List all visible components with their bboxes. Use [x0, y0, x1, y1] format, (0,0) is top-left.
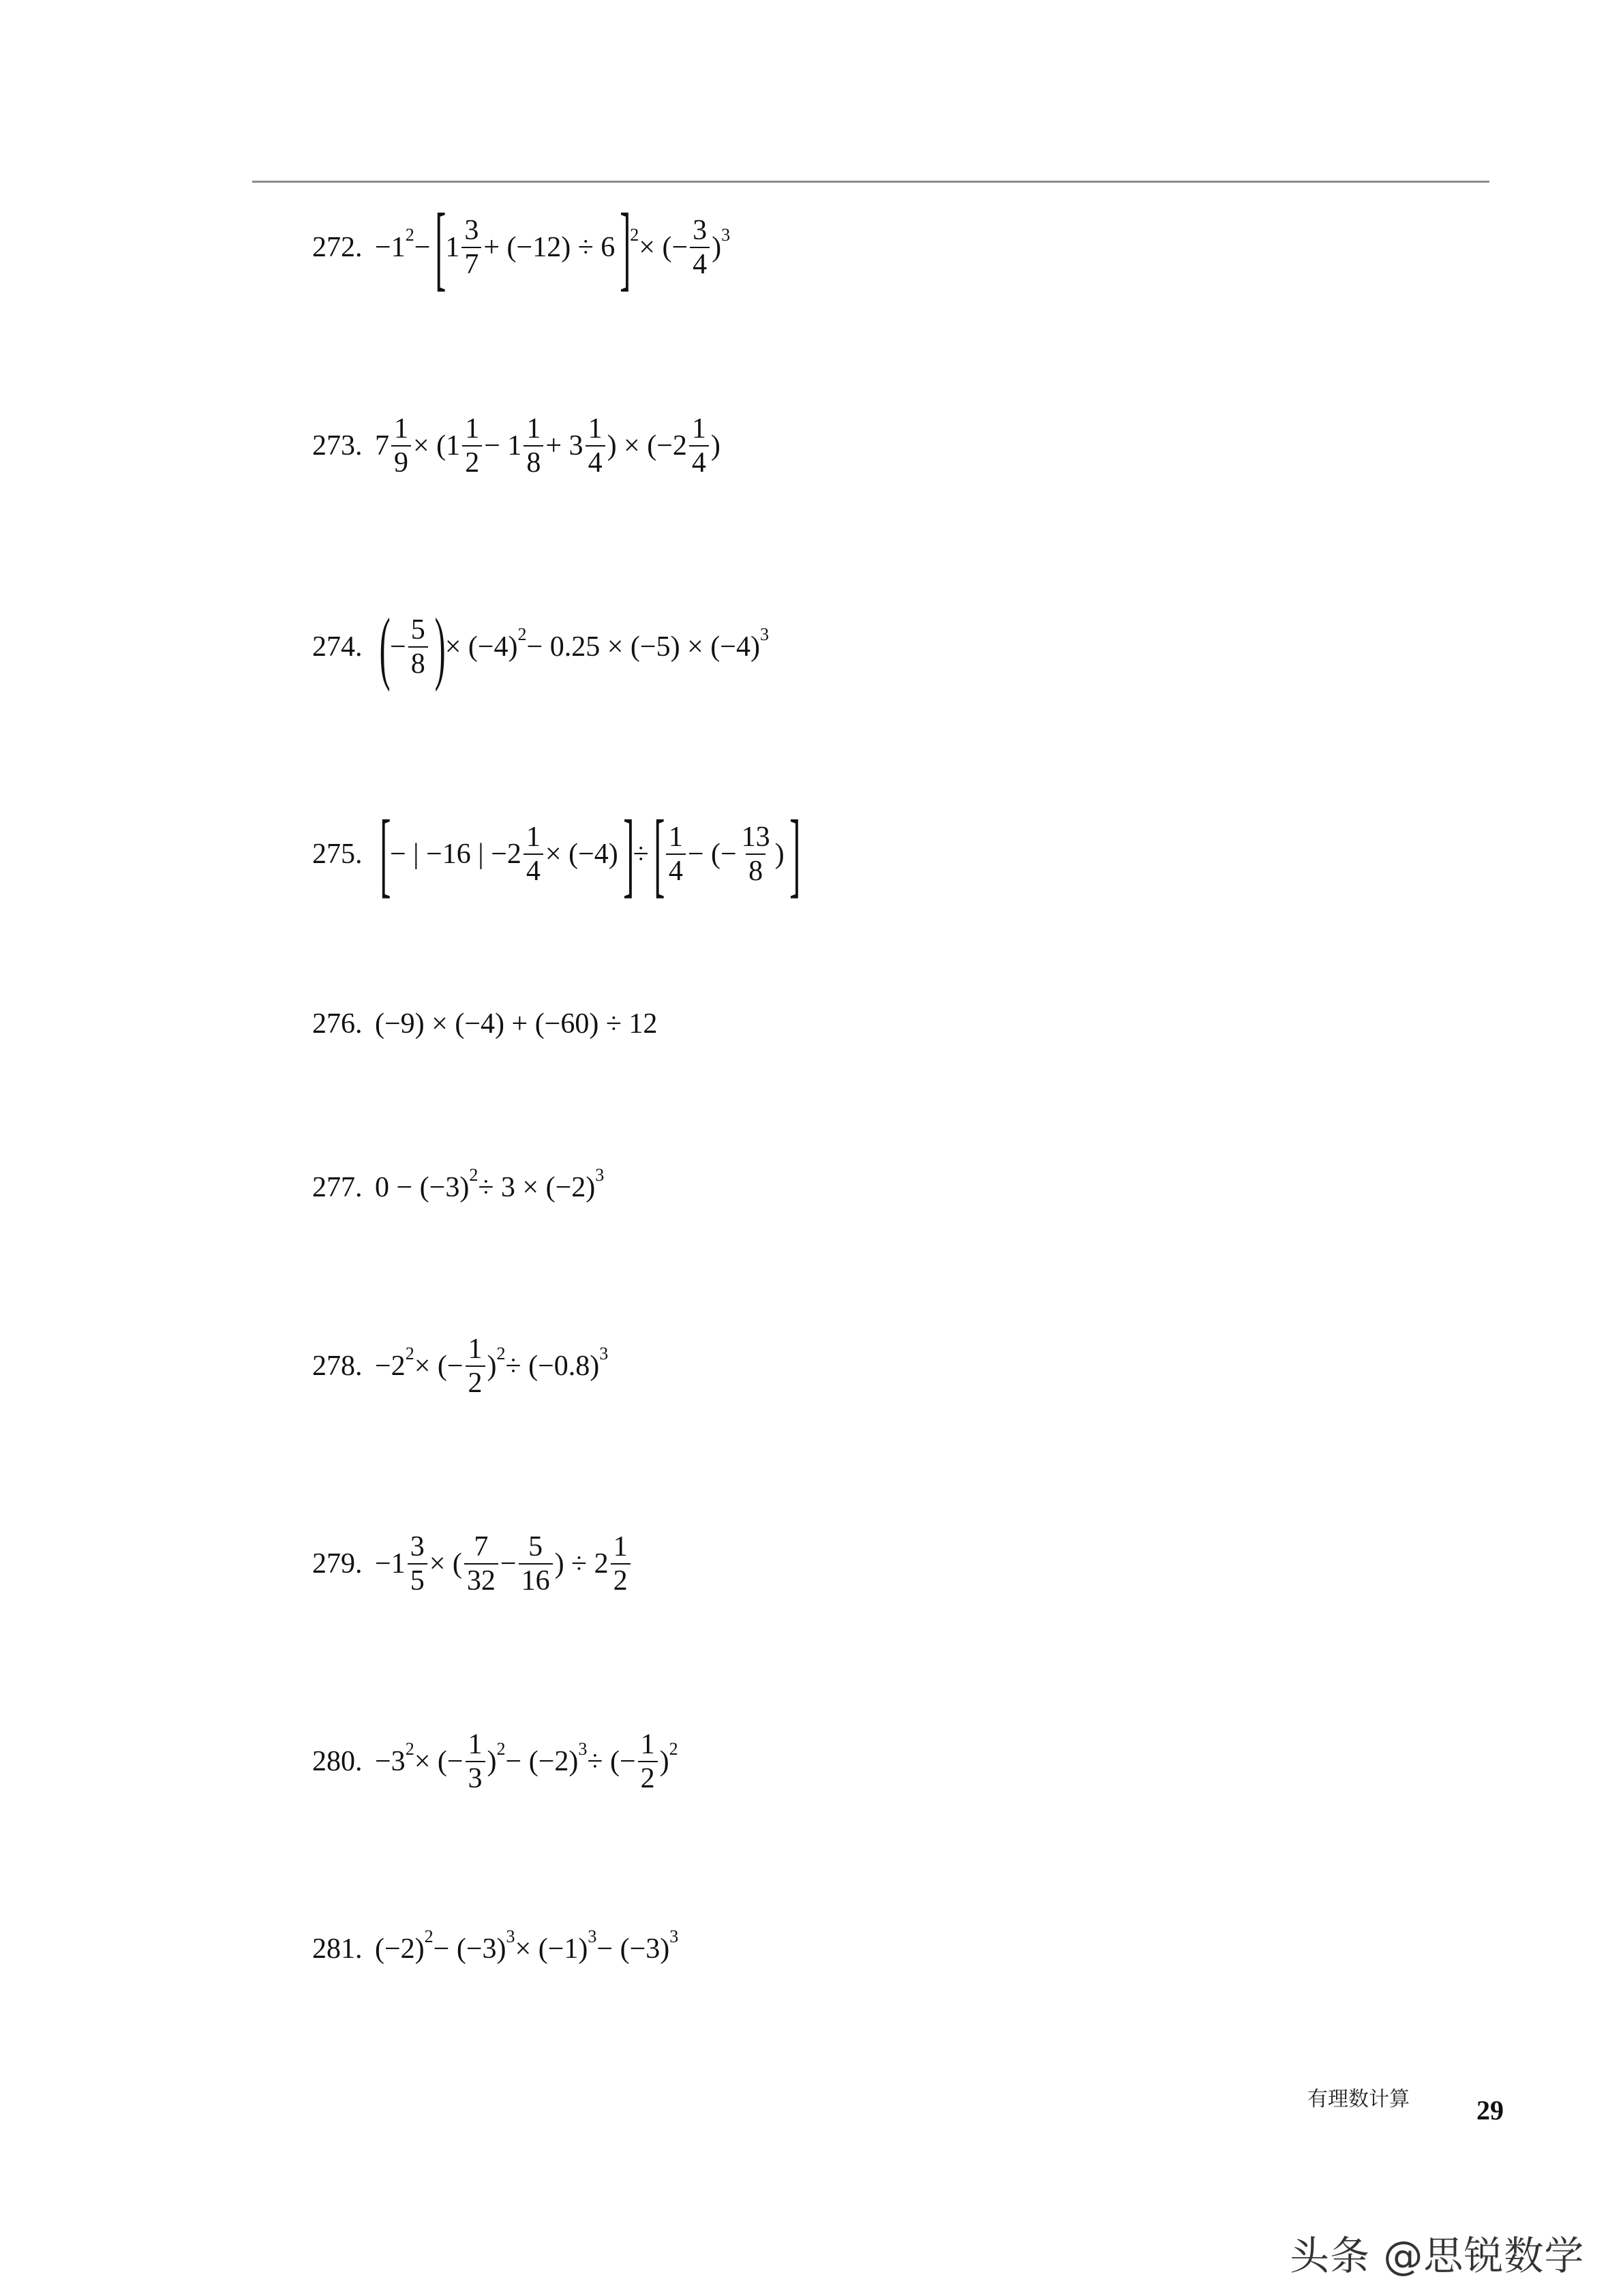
expr-term: − | −16 | −2: [390, 839, 521, 870]
problem-number: 277.: [312, 1172, 363, 1203]
numerator: 3: [464, 214, 479, 246]
denominator: 8: [408, 646, 428, 680]
fraction: [466, 1728, 485, 1796]
numerator: 5: [528, 1531, 543, 1562]
denominator: 8: [524, 445, 543, 479]
expr-term: −: [390, 631, 406, 663]
numerator: 1: [465, 413, 480, 444]
problem-279: [312, 1530, 633, 1598]
right-paren: ): [434, 601, 446, 692]
fraction: [461, 214, 481, 282]
fraction: [391, 412, 411, 480]
expr-term: − (−2): [505, 1746, 579, 1778]
expr-term: ÷ (−: [587, 1746, 636, 1778]
numerator: 1: [640, 1729, 655, 1760]
denominator: 3: [466, 1761, 485, 1795]
page-number: 29: [1476, 2095, 1504, 2126]
expr-term: − (−: [687, 839, 737, 870]
expr-term: × (−4): [545, 839, 618, 870]
expr-term: ): [487, 1350, 497, 1383]
footer-section-label: 有理数计算: [1307, 2087, 1410, 2111]
watermark: 头条 @思锐数学: [1290, 2233, 1585, 2279]
left-bracket: [: [653, 801, 665, 907]
denominator: 4: [690, 247, 710, 281]
numerator: 1: [526, 413, 541, 444]
denominator: 2: [638, 1761, 658, 1795]
denominator: 4: [689, 445, 709, 479]
denominator: 4: [524, 854, 543, 888]
expression: [375, 1008, 657, 1040]
fraction: [519, 1530, 553, 1598]
numerator: 1: [691, 413, 706, 444]
problem-number: 273.: [312, 430, 363, 462]
problem-277: [312, 1165, 605, 1204]
expr-term: − 0.25 × (−5) × (−4): [526, 631, 760, 663]
fraction: [464, 1530, 498, 1598]
fraction: [611, 1530, 631, 1598]
problem-number: 272.: [312, 232, 363, 263]
exponent: 2: [469, 1165, 479, 1185]
expr-term: 7: [375, 430, 389, 462]
denominator: 7: [461, 247, 481, 281]
denominator: 2: [462, 445, 482, 479]
expr-term: × (−: [639, 232, 688, 263]
expr-term: ÷ (−0.8): [505, 1350, 600, 1383]
exponent: 3: [759, 624, 769, 644]
exponent: 2: [405, 225, 414, 245]
right-bracket: ]: [622, 801, 635, 907]
numerator: 13: [741, 821, 770, 853]
expr-term: −1: [375, 232, 406, 263]
fraction: [689, 412, 709, 480]
fraction: [408, 614, 428, 681]
expr-term: 0 − (−3): [375, 1172, 470, 1203]
numerator: 1: [668, 821, 683, 853]
expr-term: −: [500, 1548, 517, 1580]
expr-term: ÷ 3 × (−2): [478, 1172, 596, 1203]
numerator: 7: [474, 1531, 489, 1562]
exponent: 2: [405, 1344, 414, 1364]
denominator: 2: [611, 1563, 631, 1597]
expression: [375, 412, 721, 480]
exponent: 3: [599, 1344, 609, 1364]
exponent: 3: [506, 1927, 515, 1946]
problem-273: [312, 412, 721, 480]
fraction: [524, 412, 543, 480]
problem-number: 279.: [312, 1548, 363, 1580]
right-bracket: ]: [789, 801, 801, 907]
expression: [375, 1728, 678, 1796]
expr-term: ) × (−2: [607, 430, 687, 462]
problem-275: [312, 801, 801, 907]
denominator: 8: [746, 854, 765, 888]
expr-term: (−9) × (−4) + (−60) ÷ 12: [375, 1008, 658, 1040]
problem-number: 274.: [312, 631, 363, 663]
numerator: 1: [468, 1333, 483, 1365]
exponent: 2: [405, 1739, 414, 1759]
fraction: [524, 821, 543, 888]
expr-term: × (: [429, 1548, 462, 1580]
expr-term: − 1: [484, 430, 522, 462]
expr-term: −3: [375, 1746, 406, 1778]
problem-272: [312, 194, 731, 300]
problem-number: 276.: [312, 1008, 363, 1040]
expr-term: (−2): [375, 1933, 425, 1965]
exponent: 2: [424, 1927, 434, 1946]
left-bracket: [: [380, 801, 391, 907]
fraction: [462, 412, 482, 480]
fraction: [666, 821, 686, 888]
numerator: 1: [394, 413, 408, 444]
problem-278: [312, 1333, 608, 1400]
expr-term: −: [414, 232, 431, 263]
expression: [375, 1927, 679, 1965]
expr-term: ): [487, 1746, 497, 1778]
header-rule: [252, 181, 1489, 183]
problem-280: [312, 1728, 678, 1796]
fraction: [408, 1530, 427, 1598]
exponent: 3: [595, 1165, 605, 1185]
fraction: [739, 821, 773, 888]
expression: [375, 601, 769, 692]
numerator: 1: [526, 821, 541, 853]
left-bracket: [: [435, 194, 446, 300]
numerator: 3: [410, 1531, 425, 1562]
expr-term: − (−3): [596, 1933, 670, 1965]
denominator: 32: [464, 1563, 498, 1597]
numerator: 5: [410, 614, 425, 646]
problem-number: 281.: [312, 1933, 363, 1965]
expression: [375, 801, 801, 907]
fraction: [466, 1333, 485, 1400]
numerator: 1: [468, 1729, 483, 1760]
right-bracket: ]: [620, 194, 631, 300]
expr-term: ): [712, 232, 722, 263]
exponent: 2: [630, 225, 639, 245]
fraction: [690, 214, 710, 282]
expression: [375, 194, 731, 300]
denominator: 5: [408, 1563, 427, 1597]
expr-term: × (−: [414, 1746, 464, 1778]
expr-term: + (−12) ÷ 6: [483, 232, 616, 263]
problem-number: 280.: [312, 1746, 363, 1778]
expr-term: × (1: [413, 430, 461, 462]
exponent: 2: [496, 1739, 506, 1759]
denominator: 16: [519, 1563, 553, 1597]
numerator: 1: [588, 413, 603, 444]
expr-term: − (−3): [433, 1933, 506, 1965]
denominator: 2: [466, 1365, 485, 1400]
denominator: 4: [666, 854, 686, 888]
numerator: 1: [613, 1531, 628, 1562]
exponent: 3: [588, 1927, 597, 1946]
problem-274: [312, 601, 769, 692]
expr-term: ): [774, 839, 785, 870]
expr-term: 1: [445, 232, 460, 263]
expr-term: × (−1): [515, 1933, 588, 1965]
numerator: 3: [693, 214, 708, 246]
expr-term: ): [659, 1746, 669, 1778]
exponent: 3: [578, 1739, 588, 1759]
left-paren: (: [379, 601, 391, 692]
expr-term: × (−: [414, 1350, 464, 1383]
denominator: 4: [586, 445, 605, 479]
fraction: [638, 1728, 658, 1796]
denominator: 9: [391, 445, 411, 479]
exponent: 2: [496, 1344, 506, 1364]
expression: [375, 1165, 605, 1204]
expr-term: + 3: [545, 430, 583, 462]
exponent: 3: [669, 1927, 679, 1946]
problem-276: [312, 1008, 657, 1040]
problem-281: [312, 1927, 679, 1965]
expression: [375, 1530, 633, 1598]
expr-term: −1: [375, 1548, 406, 1580]
problem-number: 275.: [312, 839, 363, 870]
expr-term: ÷: [633, 839, 649, 870]
problem-number: 278.: [312, 1350, 363, 1383]
exponent: 3: [721, 225, 731, 245]
expr-term: × (−4): [444, 631, 518, 663]
exponent: 2: [517, 624, 527, 644]
exponent: 2: [669, 1739, 678, 1759]
fraction: [586, 412, 605, 480]
expression: [375, 1333, 608, 1400]
expr-term: −2: [375, 1350, 406, 1383]
expr-term: ) ÷ 2: [554, 1548, 609, 1580]
expr-term: ): [710, 430, 721, 462]
